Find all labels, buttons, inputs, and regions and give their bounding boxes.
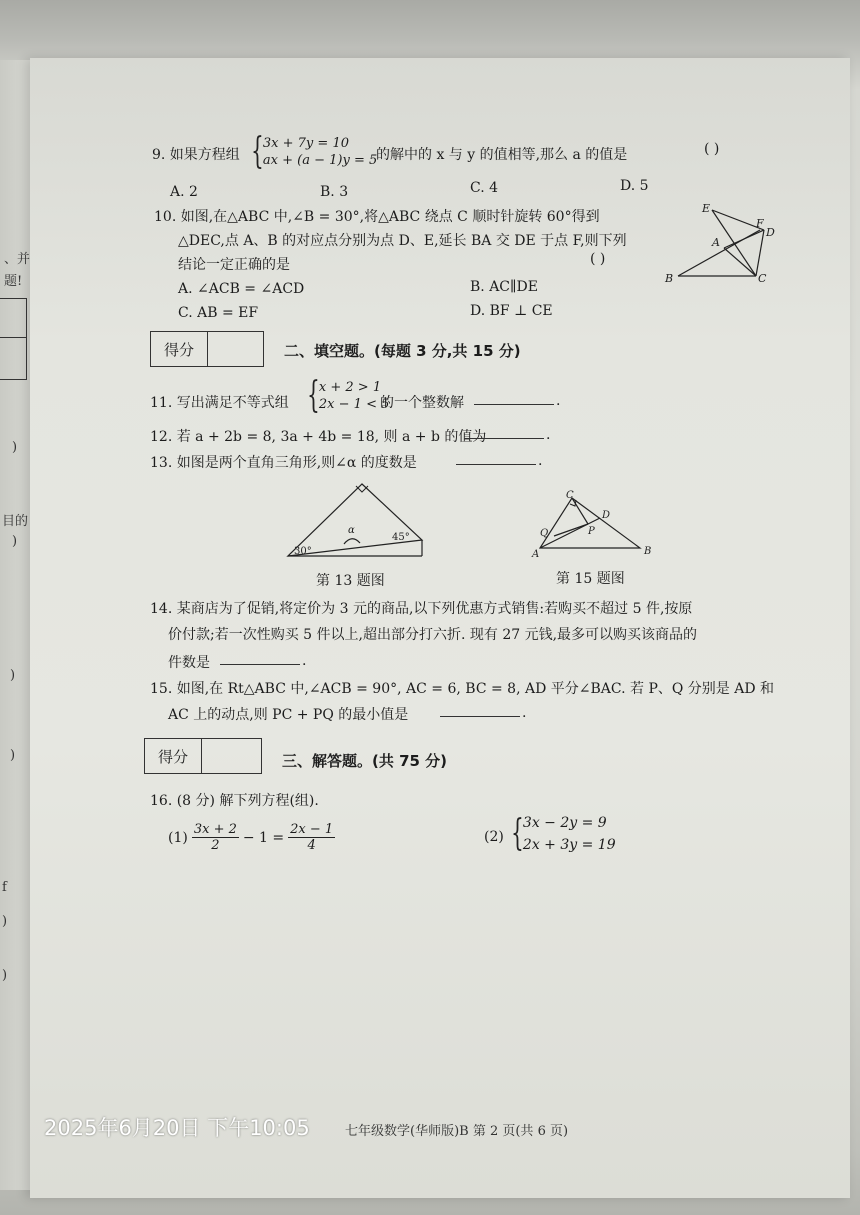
q10-line3: 结论一定正确的是 xyxy=(178,257,290,273)
fig10-label-c: C xyxy=(758,272,767,285)
q9-option-a: A. 2 xyxy=(170,184,198,200)
q16-p1-den2: 4 xyxy=(307,838,316,853)
fig10-label-f: F xyxy=(756,217,764,230)
q16-p1-mid: − 1 = xyxy=(242,829,285,846)
q15-line2: AC 上的动点,则 PC + PQ 的最小值是 xyxy=(168,707,409,723)
q9-answer-paren: ( ) xyxy=(704,141,720,157)
q14-line2: 价付款;若一次性购买 5 件以上,超出部分打六折. 现有 27 元钱,最多可以购买该商品的 xyxy=(168,627,698,643)
q10-figure xyxy=(660,196,780,290)
q15-answer-blank[interactable]: . xyxy=(438,704,526,722)
page-footer: 七年级数学(华师版)B 第 2 页(共 6 页) xyxy=(345,1124,569,1139)
margin-fragment: ) xyxy=(12,534,18,549)
q11-prefix: 11. 写出满足不等式组 xyxy=(150,395,289,411)
left-page-edge xyxy=(0,60,32,1190)
section-2-title: 二、填空题。(每题 3 分,共 15 分) xyxy=(284,342,521,360)
margin-fragment: ) xyxy=(10,748,16,763)
q16-p1-num2: 2x − 1 xyxy=(290,822,334,837)
margin-fragment: f xyxy=(2,880,7,895)
q11-eq2: 2x − 1 < 5 xyxy=(318,397,390,412)
fig15-label-c: C xyxy=(566,490,574,501)
score-label: 得分 xyxy=(145,739,202,773)
fig13-diagram xyxy=(282,478,432,562)
q16-p1-den1: 2 xyxy=(211,838,220,853)
q16-title: 16. (8 分) 解下列方程(组). xyxy=(150,793,319,809)
score-cell[interactable] xyxy=(208,332,263,366)
q16-p1-label: (1) xyxy=(168,829,188,846)
margin-fragment: 目的 xyxy=(2,514,29,529)
q14-answer-blank[interactable]: . xyxy=(218,652,306,670)
fig10-label-e: E xyxy=(702,202,711,215)
q16-p1-frac2 xyxy=(288,822,335,853)
q16-p2-eq1: 3x − 2y = 9 xyxy=(522,815,607,831)
q9-prefix: 9. 如果方程组 xyxy=(152,147,240,163)
margin-fragment: 、并 xyxy=(4,252,31,267)
q10-option-d: D. BF ⊥ CE xyxy=(470,303,553,319)
q12-answer-blank[interactable]: . xyxy=(462,426,550,444)
q16-p1-num1: 3x + 2 xyxy=(193,822,237,837)
q13-answer-blank[interactable]: . xyxy=(454,452,542,470)
fig10-label-a: A xyxy=(712,236,720,249)
score-box-3 xyxy=(144,738,262,774)
q9-eq2: ax + (a − 1)y = 5 xyxy=(262,153,378,168)
fig15-caption: 第 15 题图 xyxy=(556,571,625,587)
q11-suffix: 的一个整数解 xyxy=(380,395,464,411)
q13-text: 13. 如图是两个直角三角形,则∠α 的度数是 xyxy=(150,455,417,471)
fig15-label-q: Q xyxy=(540,528,549,539)
q16-p2-eq2: 2x + 3y = 19 xyxy=(522,837,616,853)
margin-fragment: ) xyxy=(2,914,8,929)
q9-system xyxy=(246,131,378,172)
q14-line3: 件数是 xyxy=(168,655,210,671)
q16-p2-system xyxy=(506,812,616,856)
q11-answer-blank[interactable]: . xyxy=(472,392,560,410)
section-3-title: 三、解答题。(共 75 分) xyxy=(282,752,448,770)
q9-eq1: 3x + 7y = 10 xyxy=(262,136,349,151)
q9-suffix: 的解中的 x 与 y 的值相等,那么 a 的值是 xyxy=(376,147,628,163)
fig10-label-d: D xyxy=(766,226,775,239)
photo-timestamp: 2025年6月20日 下午10:05 xyxy=(44,1116,310,1140)
fig10-label-b: B xyxy=(665,272,674,285)
q10-answer-paren: ( ) xyxy=(590,251,606,267)
brace-glyph: { xyxy=(307,375,320,416)
fig15-label-p: P xyxy=(588,526,595,537)
margin-fragment: 题! xyxy=(4,274,23,289)
fig15-label-d: D xyxy=(602,510,611,521)
q11-system xyxy=(302,375,390,416)
fig13-angle-30: 30° xyxy=(294,546,312,557)
score-box-2 xyxy=(150,331,264,367)
brace-glyph: { xyxy=(251,131,264,172)
fig13-angle-45: 45° xyxy=(392,532,410,543)
q14-line1: 14. 某商店为了促销,将定价为 3 元的商品,以下列优惠方式销售:若购买不超过 5 件,按原 xyxy=(150,601,693,617)
fig13-angle-alpha: α xyxy=(348,525,355,536)
fig15-label-b: B xyxy=(644,546,652,557)
margin-fragment: ) xyxy=(2,968,8,983)
q10-option-a: A. ∠ACB = ∠ACD xyxy=(178,281,305,297)
q16-p1-frac1 xyxy=(192,822,239,853)
score-label: 得分 xyxy=(151,332,208,366)
q16-part1 xyxy=(168,822,335,853)
q15-line1: 15. 如图,在 Rt△ABC 中,∠ACB = 90°, AC = 6, BC = 8, AD 平分∠BAC. 若 P、Q 分别是 AD 和 xyxy=(150,681,775,697)
fig15-diagram xyxy=(530,488,660,558)
q10-option-c: C. AB = EF xyxy=(178,305,259,321)
margin-fragment: ) xyxy=(10,668,16,683)
left-score-grid xyxy=(0,298,27,380)
q10-option-b: B. AC∥DE xyxy=(470,279,538,295)
fig13-caption: 第 13 题图 xyxy=(316,573,385,589)
q9-option-c: C. 4 xyxy=(470,180,499,196)
fig15-label-a: A xyxy=(532,549,540,558)
q12-text: 12. 若 a + 2b = 8, 3a + 4b = 18, 则 a + b 的值为 xyxy=(150,429,487,445)
margin-fragment: ) xyxy=(12,440,18,455)
brace-glyph: { xyxy=(511,813,524,854)
q9-option-d: D. 5 xyxy=(620,178,649,194)
q10-line1: 10. 如图,在△ABC 中,∠B = 30°,将△ABC 绕点 C 顺时针旋转 60°得到 xyxy=(154,209,600,225)
q10-line2: △DEC,点 A、B 的对应点分别为点 D、E,延长 BA 交 DE 于点 F,则下列 xyxy=(178,233,627,249)
q9-option-b: B. 3 xyxy=(320,184,349,200)
q11-eq1: x + 2 > 1 xyxy=(318,380,382,395)
score-cell[interactable] xyxy=(202,739,261,773)
q16-p2-label: (2) xyxy=(484,829,504,845)
